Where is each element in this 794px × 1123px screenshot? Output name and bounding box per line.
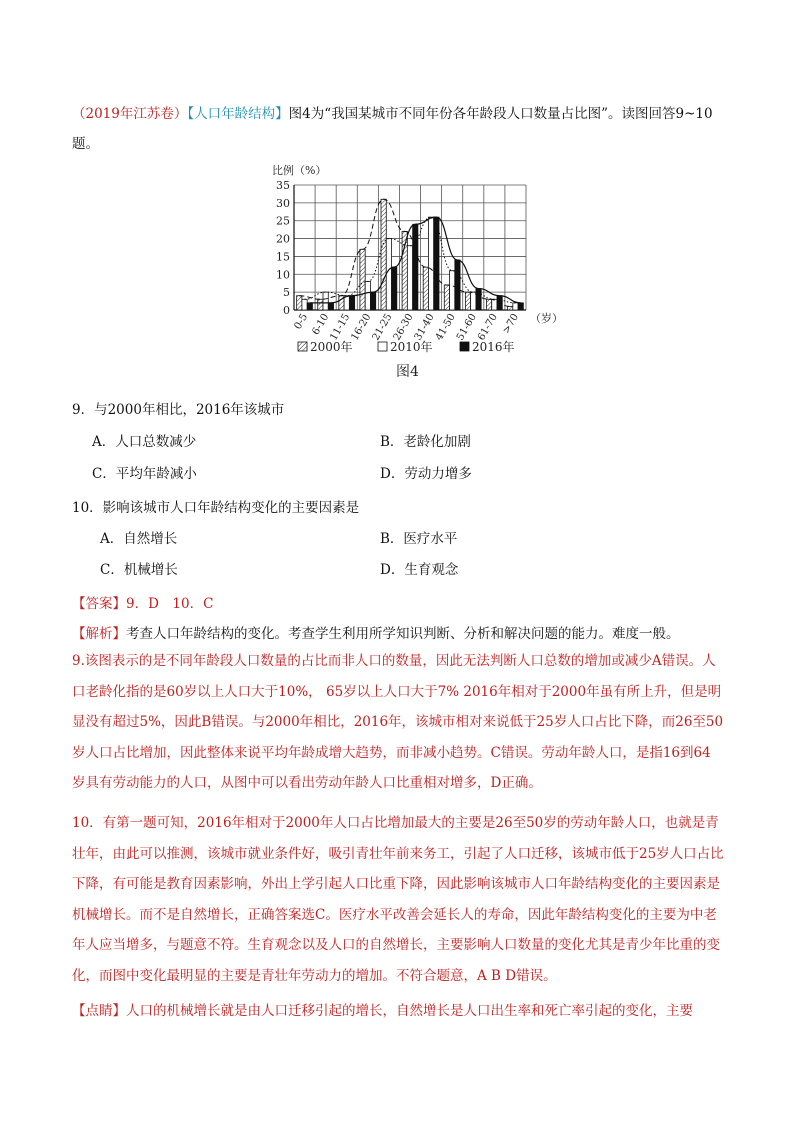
question-source: （2019年江苏卷） (72, 106, 188, 122)
tip-paragraph (72, 996, 724, 1027)
bar-2000 (381, 199, 386, 310)
figure-title: 图4 (396, 364, 419, 380)
bar-2000 (360, 249, 365, 310)
bar-2016 (455, 260, 460, 310)
x-tick-label: 26-30 (391, 312, 416, 343)
q9-stem: 9．与2000年相比，2016年该城市 (72, 402, 285, 418)
question-intro (72, 99, 727, 159)
bar-2016 (349, 296, 354, 310)
legend-swatch (378, 342, 387, 351)
x-tick-label: 16-20 (349, 312, 374, 343)
bar-group (297, 199, 524, 310)
y-tick-label: 10 (276, 268, 290, 282)
tip-label: 【点睛】 (72, 1003, 126, 1019)
bar-2010 (471, 292, 476, 310)
bar-2000 (318, 299, 323, 310)
q9-option-c: C．平均年龄减小 (92, 466, 197, 482)
y-axis-label: 比例（%） (272, 164, 327, 177)
bar-2010 (407, 246, 412, 310)
x-tick-label: 51-60 (454, 312, 479, 343)
answer-text: 9．D 10．C (126, 596, 214, 612)
bar-2000 (297, 296, 302, 310)
x-tick-label: 21-25 (370, 312, 395, 343)
y-tick-label: 15 (276, 250, 290, 264)
legend-label: 2000年 (310, 340, 353, 354)
bar-2016 (392, 267, 397, 310)
y-tick-labels (276, 179, 290, 317)
y-tick-label: 0 (283, 304, 290, 317)
legend-swatch (460, 342, 469, 351)
bar-2000 (402, 231, 407, 310)
bar-2010 (365, 281, 370, 310)
x-tick-label: >70 (500, 312, 522, 336)
bar-2010 (428, 217, 433, 310)
x-tick-label: 11-15 (328, 312, 353, 343)
bar-2010 (450, 271, 455, 310)
analysis-line (72, 622, 680, 642)
x-tick-label: 61-70 (476, 312, 500, 343)
bar-2010 (323, 292, 328, 310)
analysis-paragraph-9: 9.该图表示的是不同年龄段人口数量的占比而非人口的数量，因此无法判断人口总数的增加或减少A错误。人口老龄化指的是60岁以上人口大于10%， 65岁以上人口大于7% 2016年相对于2000年虽有所上升，但是明显没有超过5%，因此B错误。与2000年相比，2016年，该城市相对来说低于25岁人口占比下降，而26至50岁人口占比增加，因此整体来说平均年龄成增大趋势，而非减小趋势。C错误。劳动年龄人口，是指16到64岁具有劳动能力的人口，从图中可以看出劳动年龄人口比重相对增多，D正确。 (72, 653, 724, 791)
bar-2016 (328, 303, 333, 310)
chart-svg (268, 160, 563, 390)
tip-text: 人口的机械增长就是由人口迁移引起的增长，自然增长是人口出生率和死亡率引起的变化，主要 (126, 1003, 693, 1019)
q10-option-d: D．生育观念 (380, 562, 459, 578)
answer-line (72, 592, 213, 612)
x-tick-label: 31-40 (412, 312, 437, 343)
bar-2000 (465, 292, 470, 310)
q10-stem: 10．影响该城市人口年龄结构变化的主要因素是 (72, 500, 360, 516)
q9-option-a: A．人口总数减少 (92, 434, 197, 450)
analysis-label: 【解析】 (72, 626, 126, 642)
bar-2010 (513, 303, 518, 310)
bar-2016 (434, 217, 439, 310)
bar-2016 (476, 289, 481, 310)
q9-option-b: B．老龄化加剧 (380, 434, 471, 450)
q9-option-d: D．劳动力增多 (380, 466, 472, 482)
topic-tag: 【人口年龄结构】 (187, 106, 289, 122)
analysis-text: 考查人口年龄结构的变化。考查学生利用所学知识判断、分析和解决问题的能力。难度一般。 (126, 626, 680, 642)
bar-2000 (508, 306, 513, 310)
legend-label: 2010年 (390, 340, 433, 354)
bar-2016 (413, 224, 418, 310)
bar-2016 (307, 303, 312, 310)
population-chart (268, 160, 563, 390)
analysis-paragraph-10: 10．有第一题可知，2016年相对于2000年人口占比增加最大的主要是26至50岁的劳动年龄人口，也就是青壮年，由此可以推测，该城市就业条件好，吸引青壮年前来务工，引起了人口迁移，该城市低于25岁人口占比下降，有可能是教育因素影响，外出上学引起人口比重下降，因此影响该城市人口年龄结构变化的主要因素是机械增长。而不是自然增长，正确答案选C。医疗水平改善会延长人的寿命，因此年龄结构变化的主要为中老年人应当增多，与题意不符。生育观念以及人口的自然增长，主要影响人口数量的变化尤其是青少年比重的变化，而图中变化最明显的主要是青壮年劳动力的增加。不符合题意，A B D错误。 (72, 815, 724, 984)
x-tick-label: 6-10 (310, 312, 332, 337)
legend-label: 2016年 (472, 340, 515, 354)
q10-option-a: A．自然增长 (100, 531, 178, 547)
y-tick-label: 35 (276, 179, 290, 192)
x-axis-unit: （岁） (530, 312, 563, 325)
answer-label: 【答案】 (72, 596, 126, 612)
y-tick-label: 30 (276, 196, 290, 210)
intro-text: 图4为“我国某城市不同年份各年龄段人口数量占比图”。读图回答9~10题。 (72, 106, 713, 152)
bar-2010 (386, 239, 391, 310)
bar-2010 (302, 299, 307, 310)
bar-2000 (423, 267, 428, 310)
bar-2016 (518, 303, 523, 310)
y-tick-label: 25 (276, 214, 290, 228)
y-tick-label: 20 (276, 232, 290, 246)
bar-2010 (492, 299, 497, 310)
x-tick-label: 41-50 (433, 312, 458, 343)
y-tick-label: 5 (283, 286, 290, 300)
bar-2000 (486, 299, 491, 310)
x-tick-label: 0-5 (292, 312, 311, 332)
chart-legend (298, 339, 515, 354)
bar-2016 (370, 292, 375, 310)
q10-option-b: B．医疗水平 (380, 531, 458, 547)
legend-swatch (298, 342, 307, 351)
bar-2000 (444, 285, 449, 310)
q10-option-c: C．机械增长 (100, 562, 178, 578)
x-tick-labels (293, 312, 521, 342)
